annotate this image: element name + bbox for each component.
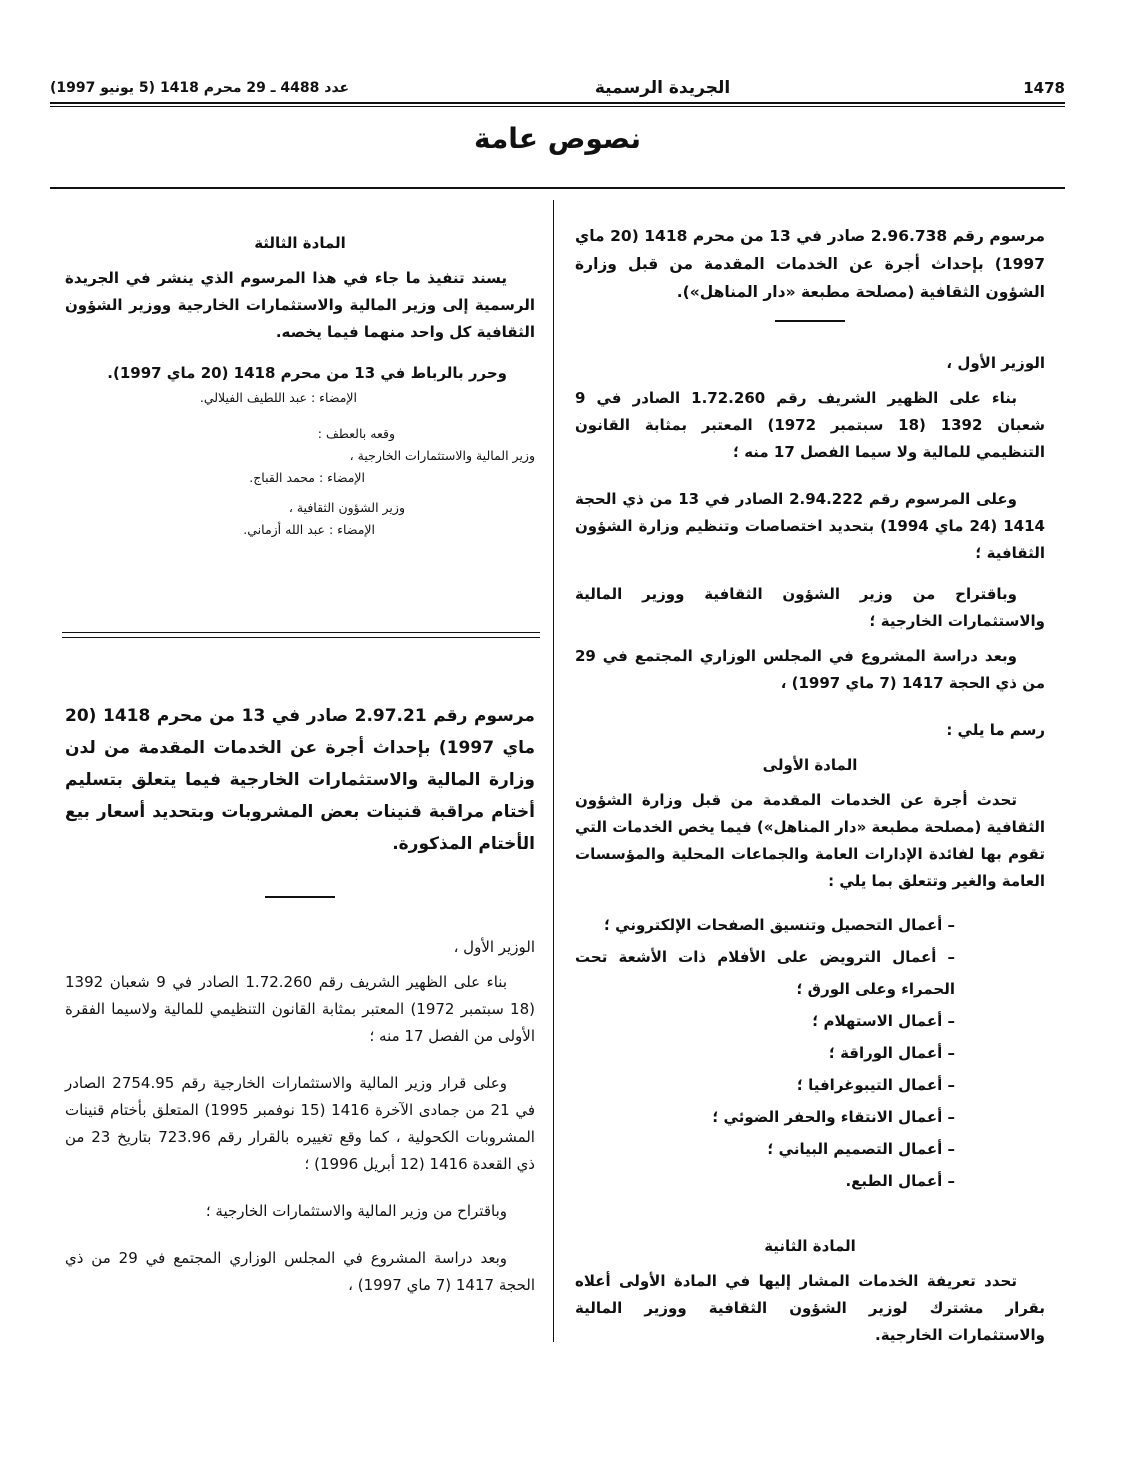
recital: وبعد دراسة المشروع في المجلس الوزاري المجتمع في 29 من ذي الحجة 1417 (7 ماي 1997) ، <box>65 1249 535 1294</box>
right-column <box>575 222 1045 1349</box>
article-text: تحدث أجرة عن الخدمات المقدمة من قبل وزارة الشؤون الثقافية (مصلحة مطبعة «دار المناهل») فيما يخص الخدمات التي تقوم بها لفائدة الإدارات العامة والجماعات المحلية والمؤسسات العامة والغير وتتعلق بما يلي : <box>575 791 1045 890</box>
running-header <box>50 74 1065 102</box>
list-item: – أعمال الاستهلام ؛ <box>575 1005 955 1037</box>
minister-heading: الوزير الأول ، <box>453 938 535 956</box>
recital: وباقتراح من وزير الشؤون الثقافية ووزير المالية والاستثمارات الخارجية ؛ <box>575 585 1045 630</box>
recital: بناء على الظهير الشريف رقم 1.72.260 الصادر في 9 شعبان 1392 (18 سبتمبر 1972) المعتبر بمثابة القانون التنظيمي للمالية ولا سيما الفصل 17 منه ؛ <box>575 389 1046 461</box>
article-text: يسند تنفيذ ما جاء في هذا المرسوم الذي ينشر في الجريدة الرسمية إلى وزير المالية والاستثمارات الخارجية ووزير الشؤون الثقافية كل واحد منهما فيما يخصه. <box>65 269 535 341</box>
countersigned: وقعه بالعطف : <box>317 426 395 441</box>
column-divider <box>553 200 554 1342</box>
left-section-rule <box>62 632 540 633</box>
minister-title: وزير الشؤون الثقافية ، <box>288 500 405 515</box>
list-item: – أعمال التيبوغرافيا ؛ <box>575 1069 955 1101</box>
page-number: 1478 <box>1023 79 1065 97</box>
left-column-bottom <box>65 700 535 1299</box>
title-rule <box>50 187 1065 189</box>
article-text: تحدد تعريفة الخدمات المشار إليها في المادة الأولى أعلاه بقرار مشترك لوزير الشؤون الثقافية ووزير المالية والاستثمارات الخارجية. <box>575 1272 1045 1344</box>
header-rule <box>50 102 1065 104</box>
list-item: – أعمال الوراقة ؛ <box>575 1037 955 1069</box>
minister-title: وزير المالية والاستثمارات الخارجية ، <box>349 448 535 463</box>
list-item: – أعمال التصميم البياني ؛ <box>575 1133 955 1165</box>
recital: وباقتراح من وزير المالية والاستثمارات الخارجية ؛ <box>205 1202 507 1220</box>
recital: وعلى المرسوم رقم 2.94.222 الصادر في 13 من ذي الحجة 1414 (24 ماي 1994) بتحديد اختصاصات وتنظيم وزارة الشؤون الثقافية ؛ <box>575 490 1045 562</box>
left-section-rule-thin <box>62 637 540 638</box>
journal-name: الجريدة الرسمية <box>594 78 731 98</box>
signature: الإمضاء : محمد القباج. <box>249 470 365 485</box>
minister-heading: الوزير الأول ، <box>946 354 1045 372</box>
decrees-line: رسم ما يلي : <box>946 721 1045 739</box>
list-item: – أعمال الانتقاء والحفر الضوئي ؛ <box>575 1101 955 1133</box>
article-heading: المادة الثالثة <box>254 234 346 252</box>
issue-info: عدد 4488 ـ 29 محرم 1418 (5 يونيو 1997) <box>50 80 350 96</box>
signature: الإمضاء : عبد اللطيف الفيلالي. <box>199 390 357 405</box>
list-item: – أعمال التحصيل وتنسيق الصفحات الإلكتروني ؛ <box>575 909 955 941</box>
recital: بناء على الظهير الشريف رقم 1.72.260 الصادر في 9 شعبان 1392 (18 سبتمبر 1972) المعتبر بمثابة القانون التنظيمي للمالية ولاسيما الفقرة الأولى من الفصل 17 منه ؛ <box>65 973 535 1045</box>
decree-title: مرسوم رقم 2.96.738 صادر في 13 من محرم 1418 (20 ماي 1997) بإحداث أجرة عن الخدمات المقدمة من قبل وزارة الشؤون الثقافية (مصلحة مطبعة «دار المناهل»). <box>575 227 1045 301</box>
section-title: نصوص عامة <box>473 122 642 155</box>
done-at: وحرر بالرباط في 13 من محرم 1418 (20 ماي 1997). <box>107 364 507 382</box>
article-heading: المادة الثانية <box>764 1237 856 1255</box>
list-item: – أعمال الطبع. <box>575 1165 955 1197</box>
decree-title: مرسوم رقم 2.97.21 صادر في 13 من محرم 1418 (20 ماي 1997) بإحداث أجرة عن الخدمات المقدمة من لدن وزارة المالية والاستثمارات الخارجية فيما يتعلق بتسليم أختام مراقبة قنينات بعض المشروبات وبتحديد أسعار بيع الأختام المذكورة. <box>65 706 535 854</box>
signature: الإمضاء : عبد الله أزماني. <box>243 522 375 537</box>
article-heading: المادة الأولى <box>762 756 858 774</box>
left-column-top <box>65 230 535 541</box>
recital: وبعد دراسة المشروع في المجلس الوزاري المجتمع في 29 من ذي الحجة 1417 (7 ماي 1997) ، <box>575 647 1045 692</box>
services-list <box>575 909 1045 1197</box>
list-item: – أعمال الترويض على الأفلام ذات الأشعة تحت الحمراء وعلى الورق ؛ <box>575 941 955 1005</box>
header-rule-thin <box>50 106 1065 107</box>
recital: وعلى قرار وزير المالية والاستثمارات الخارجية رقم 2754.95 الصادر في 21 من جمادى الآخرة 1416 (15 نوفمبر 1995) المتعلق بأختام قنينات المشروبات الكحولية ، كما وقع تغييره بالقرار رقم 723.96 بتاريخ 23 من ذي القعدة 1416 (12 أبريل 1996) ؛ <box>65 1074 535 1173</box>
